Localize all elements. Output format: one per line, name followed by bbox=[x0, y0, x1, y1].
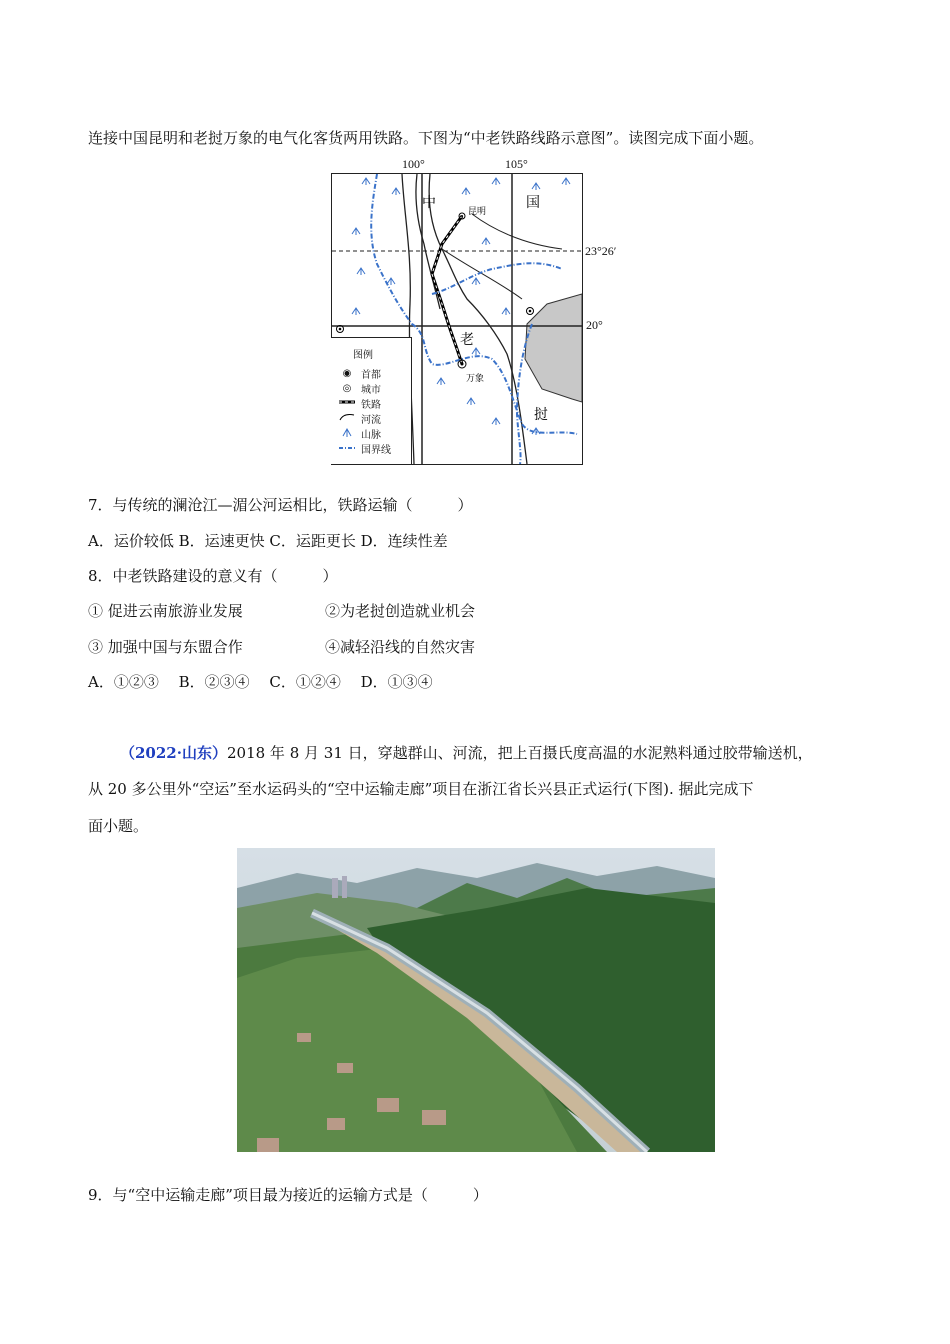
label-china-2: 国 bbox=[526, 195, 540, 211]
lon-label-105: 105° bbox=[505, 157, 528, 171]
q8-statement-1: ① 促进云南旅游业发展 bbox=[88, 602, 243, 620]
legend-item bbox=[339, 426, 381, 440]
legend-label: 首都 bbox=[361, 369, 381, 381]
map-legend bbox=[331, 337, 412, 464]
source-tag: （2022·山东） bbox=[120, 744, 227, 762]
q8-statement-2: ②为老挝创造就业机会 bbox=[325, 602, 476, 620]
label-vientiane: 万象 bbox=[466, 374, 485, 384]
passage-line-3: 面小题。 bbox=[88, 817, 149, 835]
legend-title: 图例 bbox=[353, 350, 373, 361]
q8-options: A．①②③ B．②③④ C．①②④ D．①③④ bbox=[88, 673, 433, 691]
mountain-icon bbox=[339, 427, 355, 440]
legend-label: 河流 bbox=[361, 414, 381, 426]
legend-item bbox=[339, 396, 381, 410]
q7-options: A．运价较低 B．运速更快 C．运距更长 D．连续性差 bbox=[88, 532, 448, 550]
lat-label-23: 23°26′ bbox=[585, 244, 617, 258]
label-laos-1: 老 bbox=[460, 332, 474, 348]
capital-icon: ◉ bbox=[342, 367, 352, 379]
intro-text: 连接中国昆明和老挝万象的电气化客货两用铁路。下图为“中老铁路线路示意图”。读图完成下面小题。 bbox=[88, 129, 764, 147]
conveyor-photo bbox=[237, 848, 715, 1152]
q8-stem: 8．中老铁路建设的意义有（ ） bbox=[88, 567, 338, 585]
q9-stem: 9．与“空中运输走廊”项目最为接近的运输方式是（ ） bbox=[88, 1186, 488, 1204]
q8-statement-3: ③ 加强中国与东盟合作 bbox=[88, 638, 243, 656]
passage-line-2: 从 20 多公里外“空运”至水运码头的“空中运输走廊”项目在浙江省长兴县正式运行(下图). 据此完成下 bbox=[88, 780, 754, 798]
legend-item bbox=[339, 366, 381, 380]
railway-icon bbox=[339, 398, 355, 409]
legend-label: 山脉 bbox=[361, 429, 381, 441]
label-china-1: 中 bbox=[422, 195, 436, 211]
q7-stem: 7．与传统的澜沧江—湄公河运相比，铁路运输（ ） bbox=[88, 496, 473, 514]
lon-label-100: 100° bbox=[402, 157, 425, 171]
legend-item bbox=[339, 411, 381, 425]
river-icon bbox=[339, 412, 355, 425]
label-kunming: 昆明 bbox=[468, 207, 487, 217]
passage-text-1: 2018 年 8 月 31 日，穿越群山、河流，把上百摄氏度高温的水泥熟料通过胶带输送机， bbox=[226, 744, 813, 762]
passage-line-1 bbox=[120, 742, 813, 764]
q8-statement-4: ④减轻沿线的自然灾害 bbox=[325, 638, 476, 656]
legend-label: 国界线 bbox=[361, 444, 391, 456]
legend-label: 铁路 bbox=[361, 399, 381, 411]
conveyor-photo-drawing bbox=[237, 848, 715, 1152]
legend-item bbox=[339, 441, 391, 455]
lat-label-20: 20° bbox=[586, 318, 603, 332]
legend-label: 城市 bbox=[361, 384, 381, 396]
border-icon bbox=[339, 443, 355, 454]
legend-item bbox=[339, 381, 381, 395]
city-icon: ◎ bbox=[342, 382, 352, 394]
label-laos-2: 挝 bbox=[534, 407, 548, 423]
